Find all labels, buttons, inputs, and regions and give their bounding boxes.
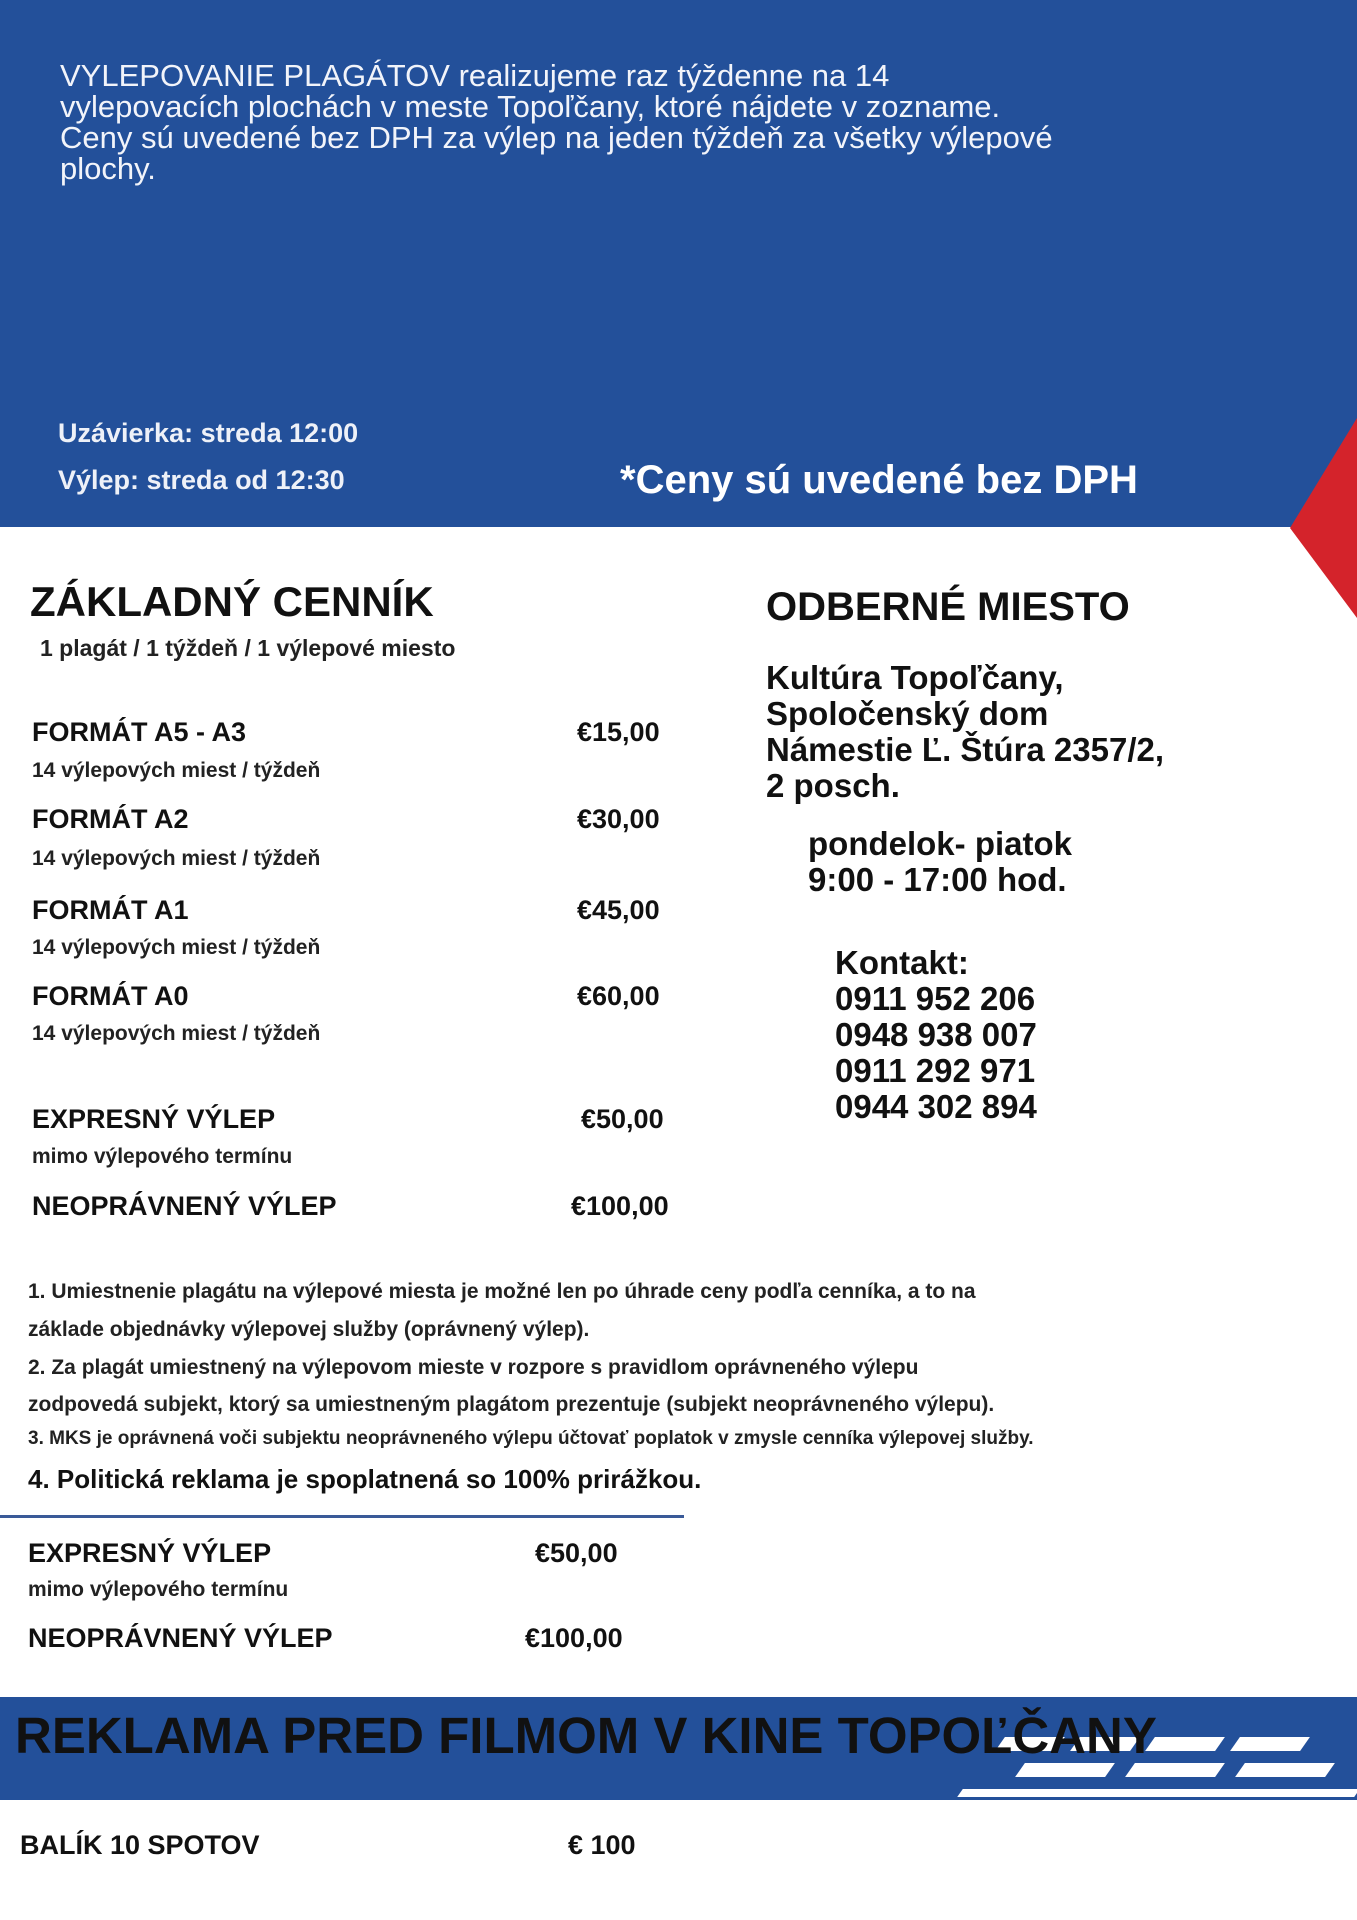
banner-stripe bbox=[1125, 1763, 1225, 1777]
deadline-text: Uzávierka: streda 12:00 bbox=[58, 418, 359, 448]
price-row-name: FORMÁT A0 bbox=[32, 981, 189, 1011]
extra-row-sub: mimo výlepového termínu bbox=[28, 1578, 289, 1601]
note-line: zodpovedá subjekt, ktorý sa umiestneným plagátom prezentuje (subjekt neoprávneného výlepu). bbox=[28, 1393, 995, 1416]
posting-text: Výlep: streda od 12:30 bbox=[58, 465, 345, 495]
extra-row-price: €50,00 bbox=[535, 1538, 618, 1568]
pricelist-subtitle: 1 plagát / 1 týždeň / 1 výlepové miesto bbox=[40, 635, 456, 661]
note-line: 3. MKS je oprávnená voči subjektu neoprávneného výlepu účtovať poplatok v zmysle cenníka výlepovej služby. bbox=[28, 1428, 1034, 1449]
price-row-price: €45,00 bbox=[577, 895, 660, 925]
pickup-address bbox=[766, 660, 1164, 804]
package-name: BALÍK 10 SPOTOV bbox=[20, 1830, 260, 1860]
phone-number: 0948 938 007 bbox=[835, 1016, 1037, 1053]
phone-number: 0911 952 206 bbox=[835, 980, 1036, 1017]
price-row-sub: 14 výlepových miest / týždeň bbox=[32, 759, 321, 782]
address-line: Spoločenský dom bbox=[766, 695, 1049, 732]
extra-row-name: NEOPRÁVNENÝ VÝLEP bbox=[28, 1623, 333, 1653]
banner-stripe bbox=[1230, 1737, 1310, 1751]
note-line: základe objednávky výlepovej služby (oprávnený výlep). bbox=[28, 1318, 590, 1341]
hours-line: 9:00 - 17:00 hod. bbox=[808, 861, 1067, 898]
banner-stripe bbox=[1015, 1763, 1115, 1777]
price-row-name: FORMÁT A5 - A3 bbox=[32, 717, 246, 747]
price-row-price: €60,00 bbox=[577, 981, 660, 1011]
intro-line: vylepovacích plochách v meste Topoľčany, ktoré nájdete v zozname. bbox=[60, 89, 1001, 124]
banner-stripe bbox=[1235, 1763, 1335, 1777]
price-row-price: €100,00 bbox=[571, 1191, 669, 1221]
address-line: Námestie Ľ. Štúra 2357/2, bbox=[766, 731, 1165, 768]
price-row-sub: 14 výlepových miest / týždeň bbox=[32, 847, 321, 870]
package-price: € 100 bbox=[568, 1830, 636, 1860]
note-line: 2. Za plagát umiestnený na výlepovom mieste v rozpore s pravidlom oprávneného výlepu bbox=[28, 1356, 919, 1379]
intro-text bbox=[60, 60, 1120, 184]
extra-row-name: EXPRESNÝ VÝLEP bbox=[28, 1538, 272, 1568]
red-corner-accent bbox=[1290, 418, 1357, 618]
contact-label: Kontakt: bbox=[835, 944, 969, 981]
price-row-name: NEOPRÁVNENÝ VÝLEP bbox=[32, 1191, 337, 1221]
address-line: Kultúra Topoľčany, bbox=[766, 659, 1064, 696]
pickup-hours bbox=[808, 826, 1072, 898]
pickup-title: ODBERNÉ MIESTO bbox=[766, 585, 1130, 629]
address-line: 2 posch. bbox=[766, 767, 900, 804]
pickup-contact bbox=[835, 945, 1037, 1125]
section-divider bbox=[0, 1515, 684, 1518]
hours-line: pondelok- piatok bbox=[808, 825, 1072, 862]
intro-line: Ceny sú uvedené bez DPH za výlep na jeden týždeň za všetky výlepové bbox=[60, 120, 1053, 155]
intro-line: VYLEPOVANIE PLAGÁTOV realizujeme raz týždenne na 14 bbox=[60, 58, 890, 93]
price-row-sub: 14 výlepových miest / týždeň bbox=[32, 936, 321, 959]
price-row-sub: mimo výlepového termínu bbox=[32, 1145, 293, 1168]
note-line: 4. Politická reklama je spoplatnená so 100% prirážkou. bbox=[28, 1464, 702, 1494]
banner-stripe bbox=[1145, 1737, 1225, 1751]
intro-line: plochy. bbox=[60, 151, 156, 186]
note-line: 1. Umiestnenie plagátu na výlepové miesta je možné len po úhrade ceny podľa cenníka, a to na bbox=[28, 1280, 976, 1303]
price-row-name: EXPRESNÝ VÝLEP bbox=[32, 1104, 276, 1134]
pricelist-title: ZÁKLADNÝ CENNÍK bbox=[30, 578, 434, 625]
price-row-price: €30,00 bbox=[577, 804, 660, 834]
price-row-price: €50,00 bbox=[581, 1104, 664, 1134]
price-row-name: FORMÁT A1 bbox=[32, 895, 189, 925]
vat-note: *Ceny sú uvedené bez DPH bbox=[620, 458, 1138, 502]
price-row-name: FORMÁT A2 bbox=[32, 804, 189, 834]
cinema-banner-title: REKLAMA PRED FILMOM V KINE TOPOĽČANY bbox=[15, 1707, 1157, 1764]
price-row-price: €15,00 bbox=[577, 717, 660, 747]
price-row-sub: 14 výlepových miest / týždeň bbox=[32, 1022, 321, 1045]
banner-stripe bbox=[957, 1789, 1357, 1797]
phone-number: 0944 302 894 bbox=[835, 1088, 1037, 1125]
phone-number: 0911 292 971 bbox=[835, 1052, 1036, 1089]
extra-row-price: €100,00 bbox=[525, 1623, 623, 1653]
